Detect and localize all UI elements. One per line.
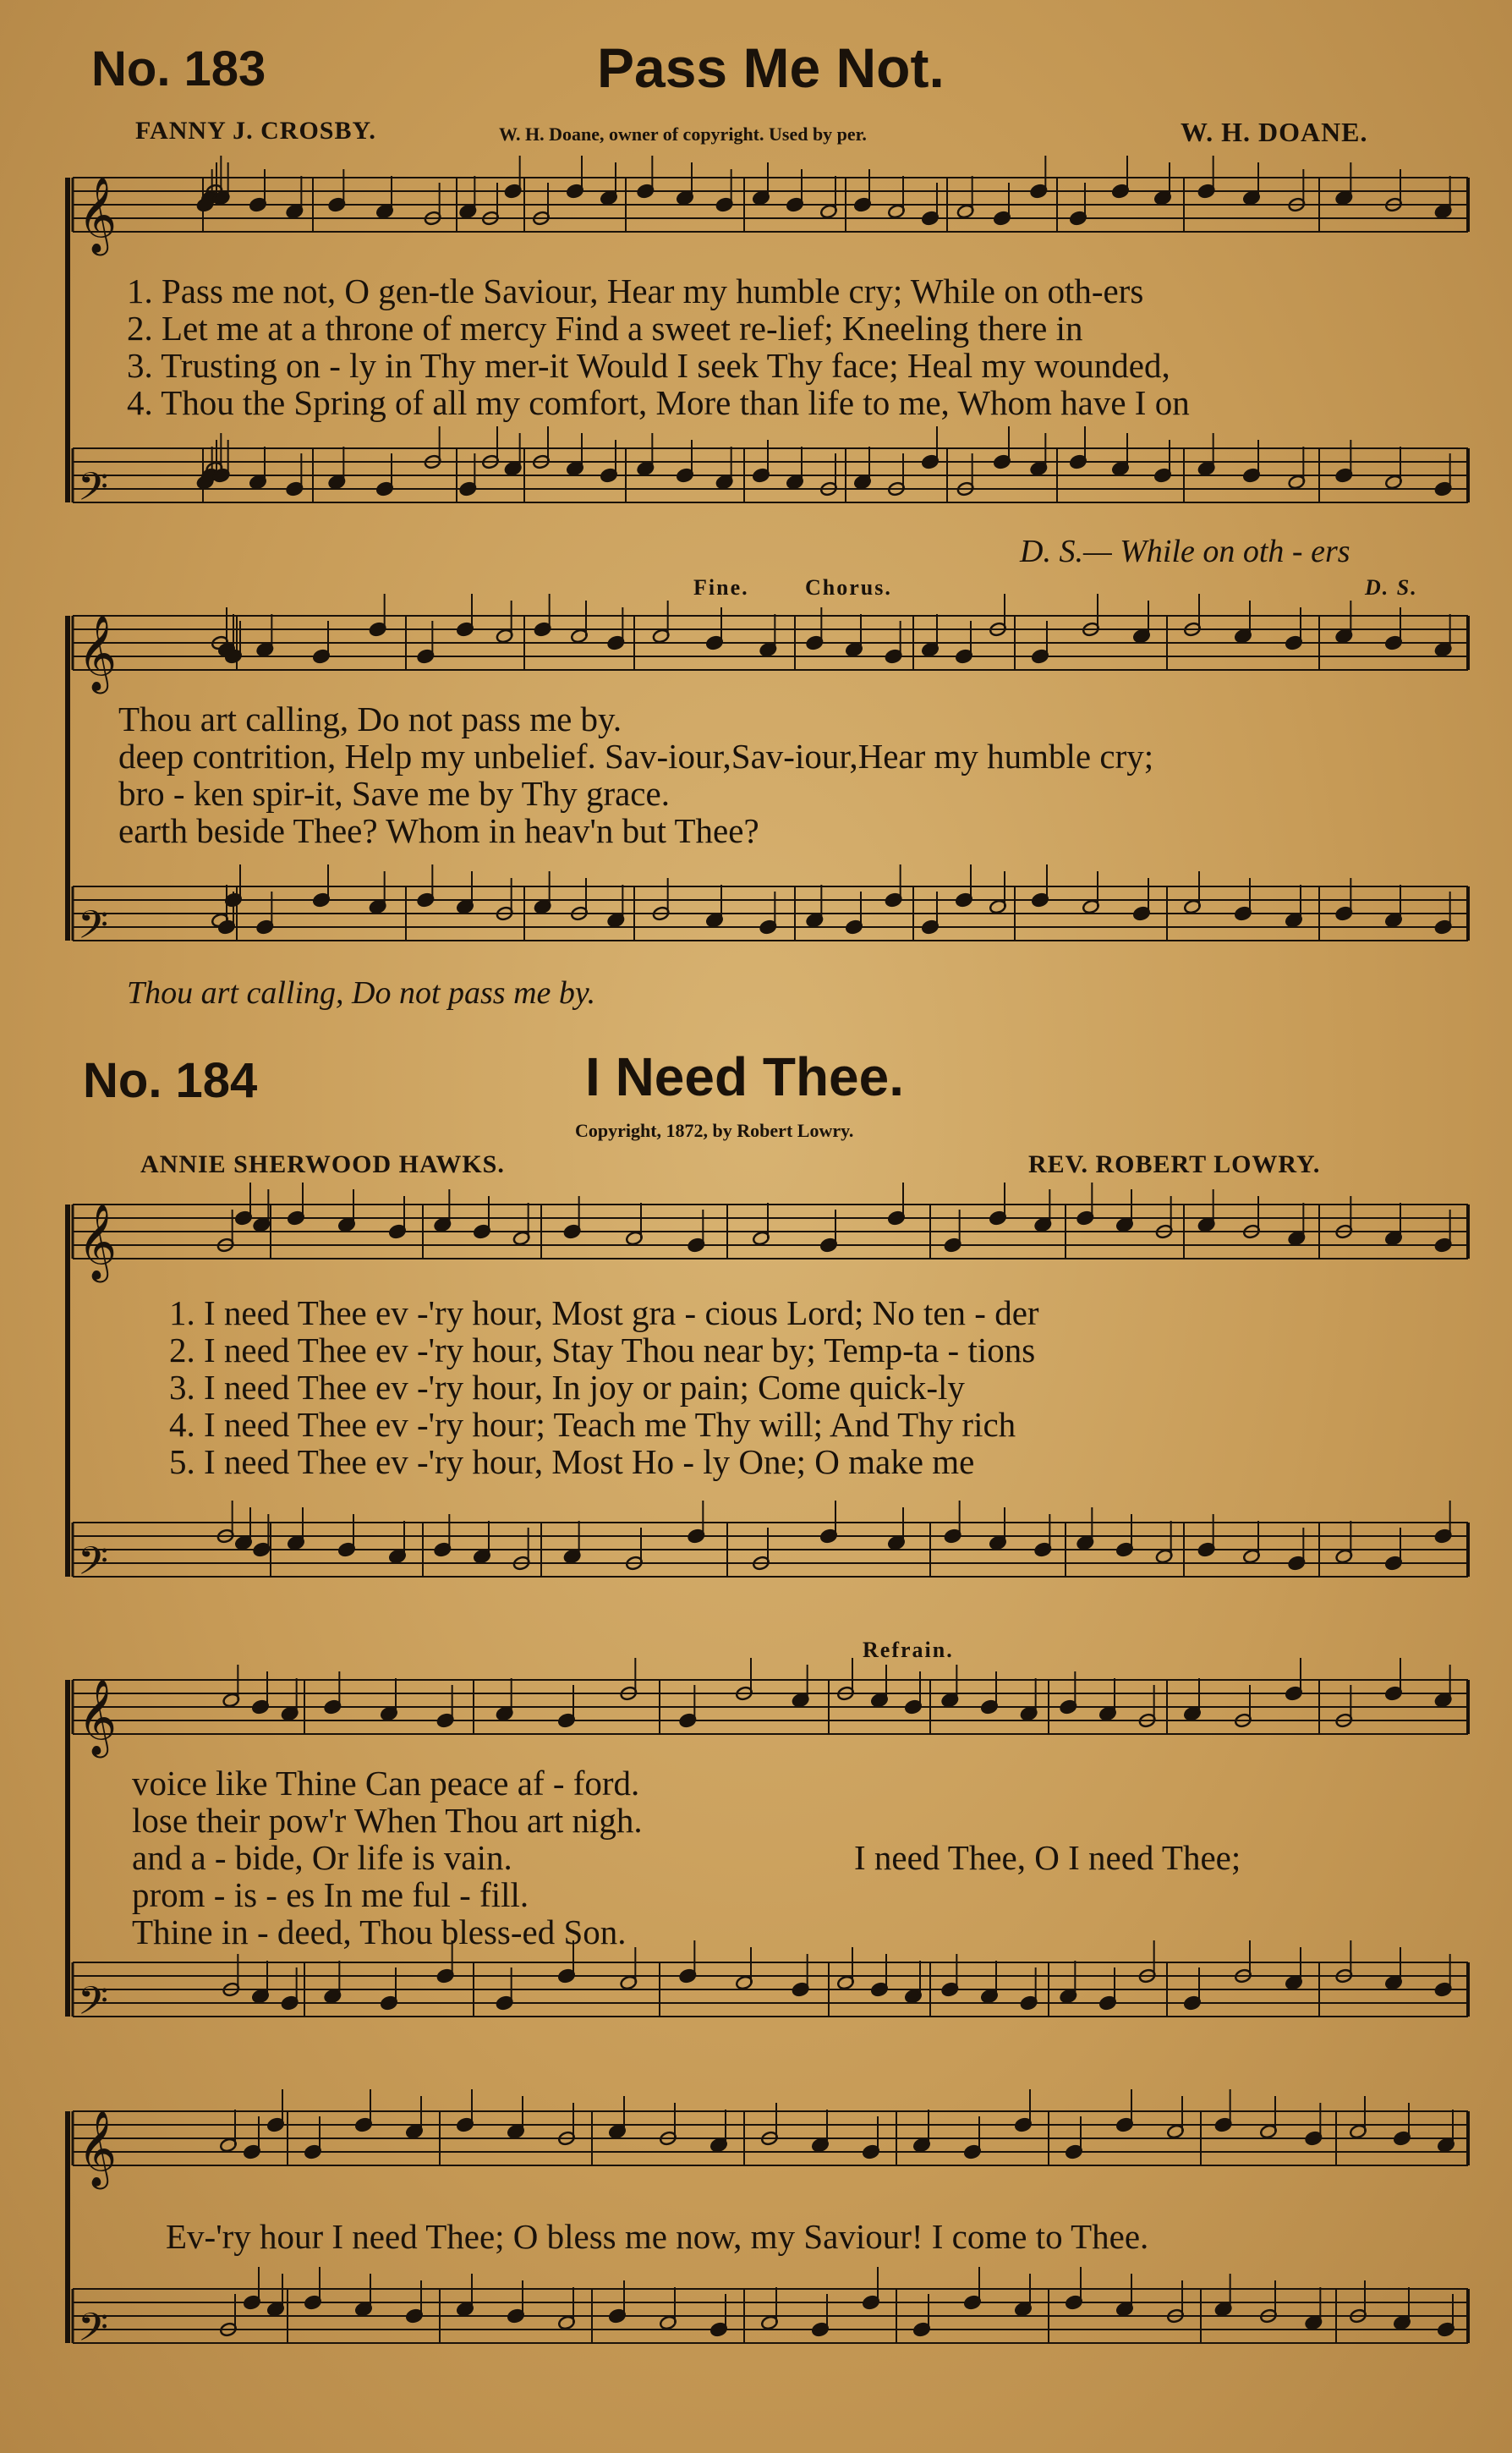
hymn-184-refrain-text-1: I need Thee, O I need Thee; xyxy=(854,1838,1241,1877)
hymn-184-line2-4: prom - is - es In me ful - fill. xyxy=(132,1875,529,1914)
treble-clef-icon: 𝄞 xyxy=(78,177,118,253)
hymn-183-line2-1: Thou art calling, Do not pass me by. xyxy=(118,700,622,738)
hymn-184-title: I Need Thee. xyxy=(585,1046,904,1107)
hymn-183-title: Pass Me Not. xyxy=(597,36,945,99)
hymn-183-author: FANNY J. CROSBY. xyxy=(135,117,376,145)
hymn-184-refrain-label: Refrain. xyxy=(863,1638,954,1662)
treble-clef-icon: 𝄞 xyxy=(78,1679,118,1755)
hymn-183-composer: W. H. DOANE. xyxy=(1181,117,1368,147)
hymn-184-verse-4: 4. I need Thee ev -'ry hour; Teach me Thy will; And Thy rich xyxy=(169,1405,1016,1444)
hymn-184-copyright: Copyright, 1872, by Robert Lowry. xyxy=(575,1120,854,1141)
hymn-183-verse-3: 3. Trusting on - ly in Thy mer-it Would I seek Thy face; Heal my wounded, xyxy=(127,346,1170,385)
hymn-183-chorus: Chorus. xyxy=(805,575,892,600)
treble-clef-icon: 𝄞 xyxy=(78,1204,118,1280)
bass-clef-icon: 𝄢 xyxy=(78,464,109,519)
treble-clef-icon: 𝄞 xyxy=(78,2110,118,2187)
hymn-184-refrain-text-2: Ev-'ry hour I need Thee; O bless me now, my Saviour! I come to Thee. xyxy=(166,2217,1149,2256)
hymn-184-verse-1: 1. I need Thee ev -'ry hour, Most gra - cious Lord; No ten - der xyxy=(169,1293,1039,1332)
treble-clef-icon: 𝄞 xyxy=(78,615,118,691)
hymn-183-verse-4: 4. Thou the Spring of all my comfort, More than life to me, Whom have I on xyxy=(127,383,1190,422)
hymn-184-line2-1: voice like Thine Can peace af - ford. xyxy=(132,1764,640,1803)
hymn-184-line2-3: and a - bide, Or life is vain. xyxy=(132,1838,512,1877)
bass-clef-icon: 𝄢 xyxy=(78,1539,109,1594)
hymn-184-verse-3: 3. I need Thee ev -'ry hour, In joy or pain; Come quick-ly xyxy=(169,1368,965,1407)
hymn-183-ds: D. S. xyxy=(1365,575,1418,600)
hymn-183-verse-1: 1. Pass me not, O gen-tle Saviour, Hear my humble cry; While on oth-ers xyxy=(127,272,1144,310)
hymn-184-verse-2: 2. I need Thee ev -'ry hour, Stay Thou near by; Temp-ta - tions xyxy=(169,1331,1036,1369)
hymn-183-verse-2: 2. Let me at a throne of mercy Find a sweet re-lief; Kneeling there in xyxy=(127,309,1083,348)
hymn-183-ds-ending: Thou art calling, Do not pass me by. xyxy=(127,975,596,1011)
hymn-184-line2-2: lose their pow'r When Thou art nigh. xyxy=(132,1801,643,1840)
bass-clef-icon: 𝄢 xyxy=(78,2305,109,2360)
hymn-184-verse-5: 5. I need Thee ev -'ry hour, Most Ho - ly One; O make me xyxy=(169,1442,975,1481)
hymn-183-line2-2: deep contrition, Help my unbelief. Sav-iour,Sav-iour,Hear my humble cry; xyxy=(118,737,1154,776)
hymn-184-composer: REV. ROBERT LOWRY. xyxy=(1028,1150,1321,1178)
hymn-183-number: No. 183 xyxy=(91,41,266,96)
bass-clef-icon: 𝄢 xyxy=(78,1978,109,2033)
hymn-184-line2-5: Thine in - deed, Thou bless-ed Son. xyxy=(132,1912,627,1951)
hymn-183-line2-3: bro - ken spir-it, Save me by Thy grace. xyxy=(118,774,670,813)
hymn-183-fine: Fine. xyxy=(693,575,749,600)
bass-clef-icon: 𝄢 xyxy=(78,903,109,958)
hymn-183-copyright: W. H. Doane, owner of copyright. Used by per. xyxy=(499,123,867,145)
hymn-184-author: ANNIE SHERWOOD HAWKS. xyxy=(140,1150,505,1178)
hymn-184-number: No. 184 xyxy=(83,1053,258,1108)
hymn-183-line2-4: earth beside Thee? Whom in heav'n but Thee? xyxy=(118,811,759,850)
hymn-183-ds-label: D. S.— While on oth - ers xyxy=(1020,534,1350,569)
